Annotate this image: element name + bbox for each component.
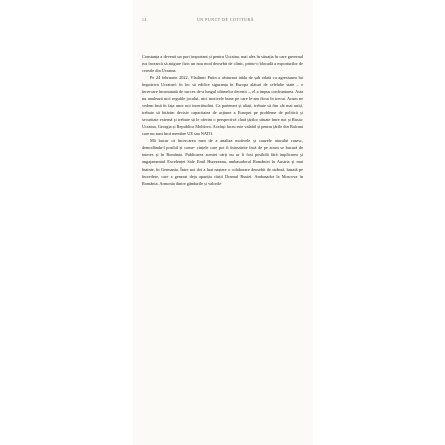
paragraph: Pe 24 februarie 2022, Vladimir Putin a răsturnat tabla de șah odată cu agresiunea lui împotriva Ucrainei: în loc să edifice siguranța în Europa alături de celelalte state – o încercare încununată de succes de-a lungul ultimelor decenii –, el a impus confruntarea. Asta nu anulează nici regulile jocului, nici motivele bune pe care le-am făcut în trecut. Acum ne vedem însă în fața unor noi incertitudini. Ca parteneri și aliați, trebuie să fim cât mai uniți, trebuie să întărim decisiv capacitatea de acțiune a Europei pe probleme de politică și securitate externă și trebuie să le oferim o perspectivă clară țărilor situate între noi și Rusia: Ucraina, Georgia și Republica Moldova. Același lucru este valabil și pentru țările din Balcani care nu sunt încă membre UE sau NATO.	[142, 75, 303, 137]
paragraph: Mă bucur că încercarea mea de a analiza motivele și cauzele atacului rusesc, demodându-l posibil și conse- cințele care pot fi întrezărite încă de pe acum se bucură de interes și în România. Publicarea acestei cărți nu ar fi fost posibilă fără implicarea și angajamentul Excelenței Sale Emil Hurezeanu, ambasadorul României în Austria și mai înainte, în Germania. Între noi doi a luat naștere o colaborare deosebit de strânsă, bazată pe încredere, care a generat deja apariția cărții Dramul Rusiei. Ambasador la Moscova în România. Armonia dintre gândurile și valorile	[142, 138, 303, 186]
running-head: UN PUNCT DE COTITURĂ	[197, 18, 254, 22]
body-text	[142, 53, 303, 187]
page-number: 14	[142, 18, 147, 22]
page-header	[142, 18, 309, 26]
paragraph: Constanța a devenit un port important și pentru Ucraina, mai ales în situația în care guvernul rus încearcă să asigure fizic un nou mod deosebit de clinic, printr-o blocadă a exporturilor de cereale din Ucraina.	[142, 54, 303, 74]
book-page	[133, 0, 313, 445]
